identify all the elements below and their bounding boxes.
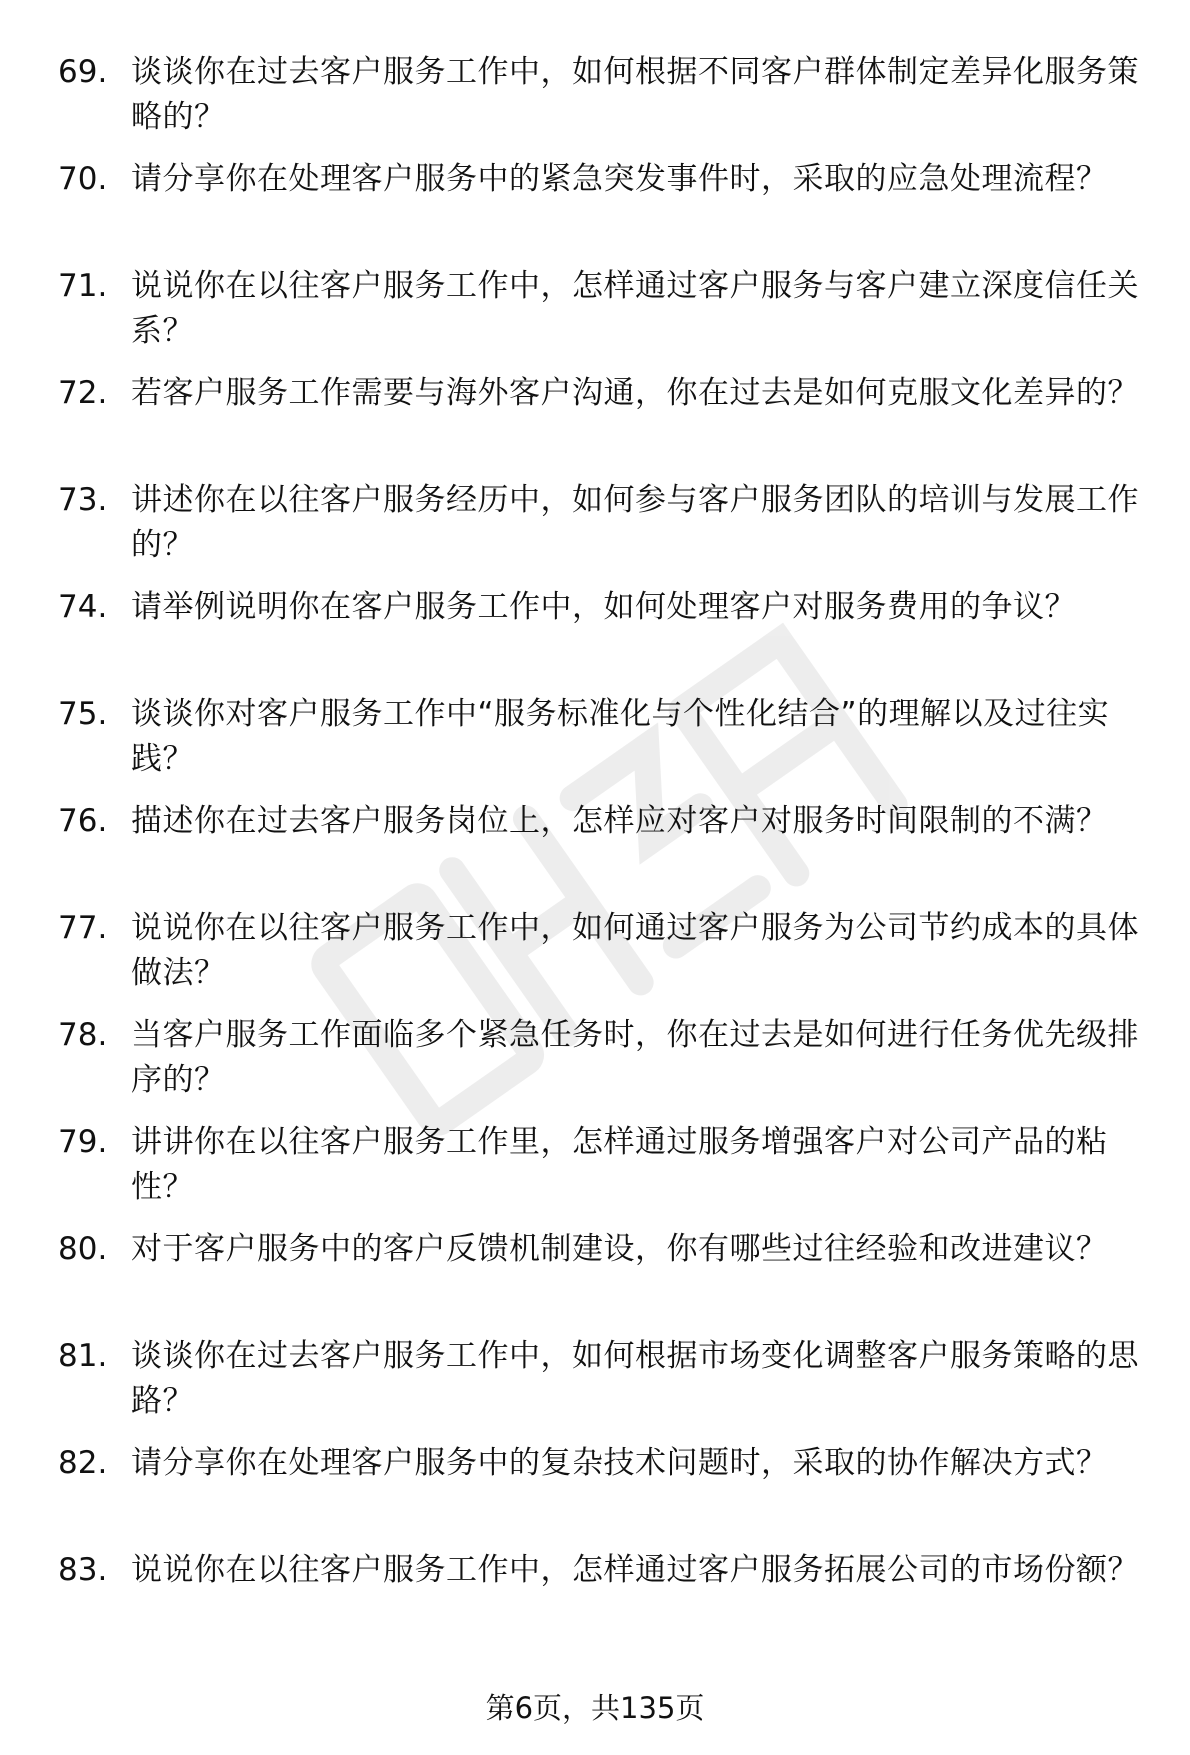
question-number: 76.	[58, 803, 108, 839]
question-item	[0, 906, 1190, 1013]
question-item	[0, 585, 1190, 692]
question-text: 说说你在以往客户服务工作中，如何通过客户服务为公司节约成本的具体做法？	[131, 910, 1139, 991]
question-item	[0, 478, 1190, 585]
question-item	[0, 50, 1190, 157]
question-number: 73.	[58, 482, 108, 518]
question-text: 请分享你在处理客户服务中的复杂技术问题时，采取的协作解决方式？	[131, 1445, 1108, 1481]
question-text: 说说你在以往客户服务工作中，怎样通过客户服务拓展公司的市场份额？	[131, 1552, 1139, 1588]
question-number: 77.	[58, 910, 108, 946]
question-text: 描述你在过去客户服务岗位上，怎样应对客户对服务时间限制的不满？	[131, 803, 1108, 839]
question-number: 69.	[58, 54, 108, 90]
question-item	[0, 692, 1190, 799]
question-text: 请分享你在处理客户服务中的紧急突发事件时，采取的应急处理流程？	[131, 161, 1108, 197]
question-text: 讲述你在以往客户服务经历中，如何参与客户服务团队的培训与发展工作的？	[131, 482, 1139, 563]
question-text: 谈谈你在过去客户服务工作中，如何根据不同客户群体制定差异化服务策略的？	[131, 54, 1139, 135]
question-number: 71.	[58, 268, 108, 304]
question-text: 说说你在以往客户服务工作中，怎样通过客户服务与客户建立深度信任关系？	[131, 268, 1139, 349]
question-text: 谈谈你在过去客户服务工作中，如何根据市场变化调整客户服务策略的思路？	[131, 1338, 1139, 1419]
question-item	[0, 1120, 1190, 1227]
question-number: 78.	[58, 1017, 108, 1053]
question-item	[0, 1441, 1190, 1548]
question-item	[0, 1227, 1190, 1334]
question-item	[0, 371, 1190, 478]
question-text: 当客户服务工作面临多个紧急任务时，你在过去是如何进行任务优先级排序的？	[131, 1017, 1139, 1098]
question-item	[0, 1548, 1190, 1655]
question-number: 72.	[58, 375, 108, 411]
question-list	[0, 50, 1190, 1655]
page-footer: 第6页，共135页	[485, 1691, 705, 1725]
question-number: 83.	[58, 1552, 108, 1588]
question-item	[0, 1013, 1190, 1120]
question-number: 81.	[58, 1338, 108, 1374]
question-number: 80.	[58, 1231, 108, 1267]
question-text: 若客户服务工作需要与海外客户沟通，你在过去是如何克服文化差异的？	[131, 375, 1139, 411]
question-item	[0, 264, 1190, 371]
question-item	[0, 799, 1190, 906]
question-text: 谈谈你对客户服务工作中“服务标准化与个性化结合”的理解以及过往实践？	[131, 696, 1110, 777]
question-text: 对于客户服务中的客户反馈机制建设，你有哪些过往经验和改进建议？	[131, 1231, 1108, 1267]
question-number: 82.	[58, 1445, 108, 1481]
question-number: 70.	[58, 161, 108, 197]
question-number: 74.	[58, 589, 108, 625]
question-item	[0, 1334, 1190, 1441]
question-text: 讲讲你在以往客户服务工作里，怎样通过服务增强客户对公司产品的粘性？	[131, 1124, 1108, 1205]
question-text: 请举例说明你在客户服务工作中，如何处理客户对服务费用的争议？	[131, 589, 1076, 625]
question-number: 79.	[58, 1124, 108, 1160]
question-number: 75.	[58, 696, 108, 732]
question-item	[0, 157, 1190, 264]
